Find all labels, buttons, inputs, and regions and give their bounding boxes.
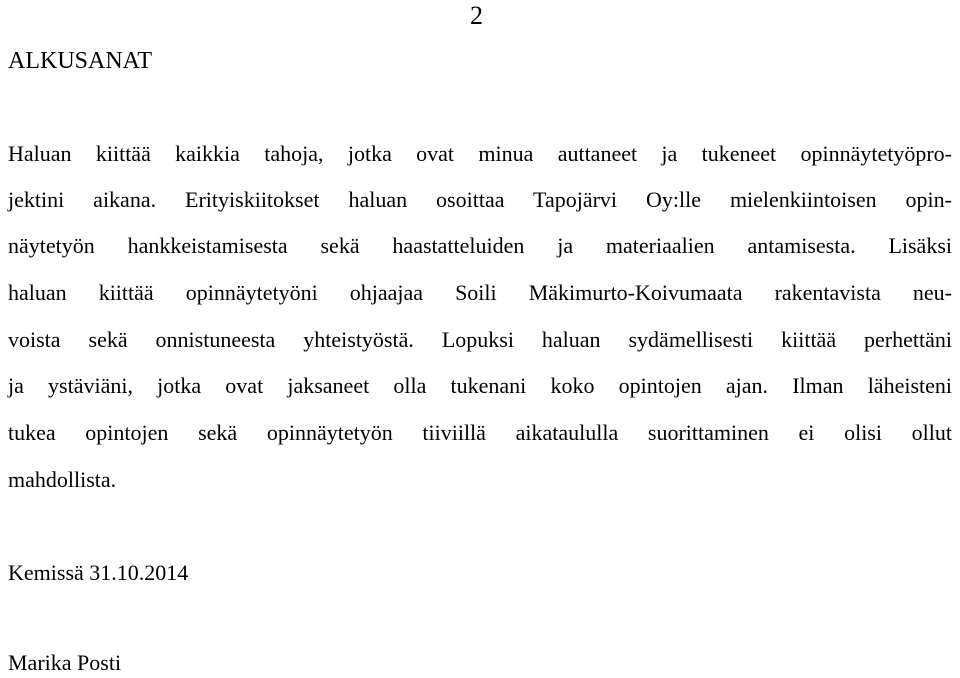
paragraph-line-2: jektini aikana. Erityiskiitokset haluan osoittaa Tapojärvi Oy:lle mielenkiintoisen opin- bbox=[8, 187, 952, 212]
paragraph-line-8: mahdollista. bbox=[8, 467, 117, 492]
paragraph-line-6: ja ystäviäni, jotka ovat jaksaneet olla tukenani koko opintojen ajan. Ilman läheisteni bbox=[8, 373, 952, 398]
author-name: Marika Posti bbox=[8, 650, 122, 675]
paragraph-line-7: tukea opintojen sekä opinnäytetyön tiiviillä aikataululla suorittaminen ei olisi ollut bbox=[8, 420, 952, 445]
paragraph-line-5: voista sekä onnistuneesta yhteistyöstä. Lopuksi haluan sydämellisesti kiittää perhettäni bbox=[8, 327, 952, 352]
paragraph-line-1: Haluan kiittää kaikkia tahoja, jotka ovat minua auttaneet ja tukeneet opinnäytetyöpro- bbox=[8, 141, 952, 166]
paragraph-line-3: näytetyön hankkeistamisesta sekä haastatteluiden ja materiaalien antamisesta. Lisäksi bbox=[8, 233, 952, 258]
page-number: 2 bbox=[470, 1, 483, 30]
place-date: Kemissä 31.10.2014 bbox=[8, 560, 189, 585]
paragraph-line-4: haluan kiittää opinnäytetyöni ohjaajaa Soili Mäkimurto-Koivumaata rakentavista neu- bbox=[8, 280, 952, 305]
heading-alkusanat: ALKUSANAT bbox=[8, 48, 152, 74]
